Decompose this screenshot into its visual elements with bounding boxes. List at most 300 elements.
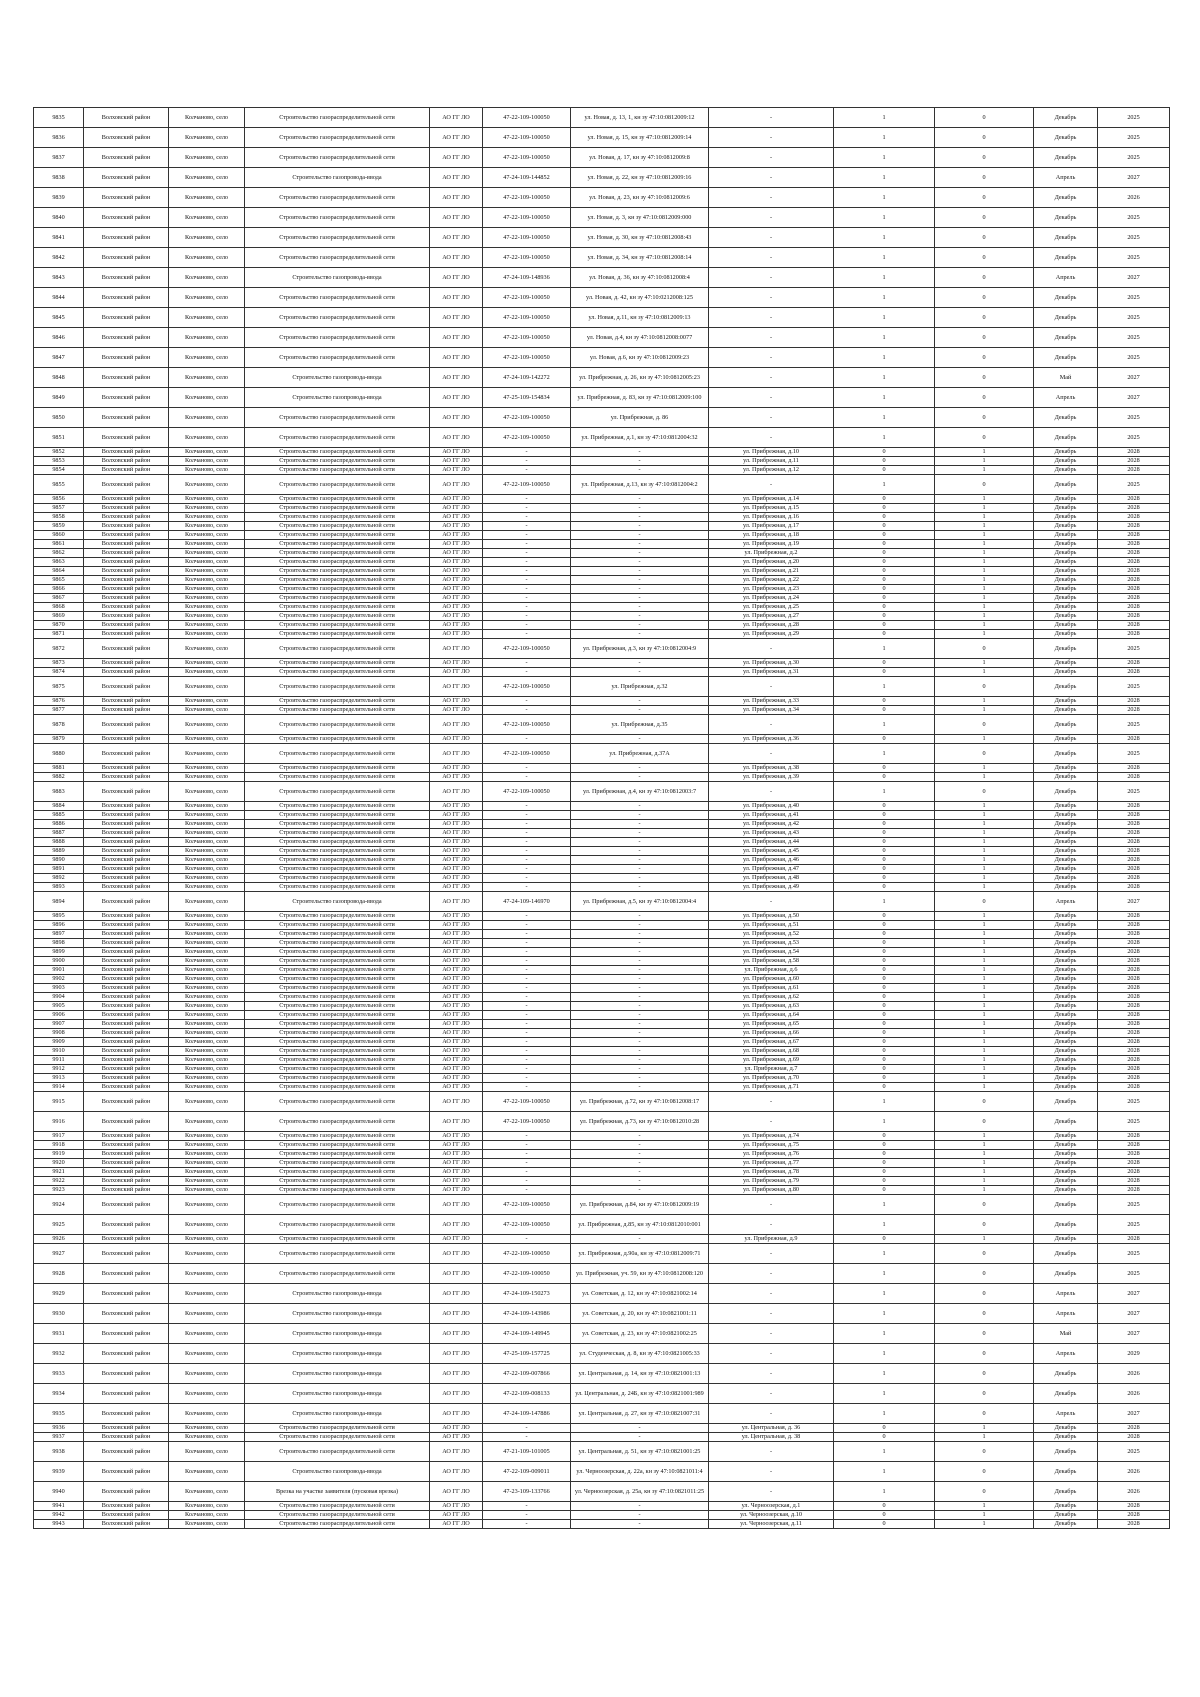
row-number: 9874: [34, 668, 84, 677]
target-address-cell: -: [571, 838, 709, 847]
program-id-cell: -: [483, 1047, 571, 1056]
row-number: 9854: [34, 466, 84, 475]
target-address-cell: ул. Новая, д. 15, кн зу 47:10:0812009:14: [571, 128, 709, 148]
year-cell: 2028: [1098, 865, 1170, 874]
settlement-cell: Колчаново, село: [169, 585, 245, 594]
district-cell: Волховский район: [84, 466, 169, 475]
program-id-cell: 47-22-109-009011: [483, 1462, 571, 1482]
target-address-cell: -: [571, 930, 709, 939]
network-address-cell: ул. Прибрежная, д.2: [709, 549, 834, 558]
table-row: [34, 208, 1170, 228]
program-id-cell: -: [483, 1177, 571, 1186]
organization-cell: АО ГГ ЛО: [430, 1177, 483, 1186]
district-cell: Волховский район: [84, 847, 169, 856]
program-id-cell: -: [483, 930, 571, 939]
district-cell: Волховский район: [84, 1462, 169, 1482]
district-cell: Волховский район: [84, 966, 169, 975]
month-cell: Декабрь: [1034, 1502, 1098, 1511]
settlement-cell: Колчаново, село: [169, 1215, 245, 1235]
count-a-cell: 1: [834, 677, 935, 697]
table-row: [34, 1020, 1170, 1029]
program-id-cell: -: [483, 1029, 571, 1038]
count-a-cell: 0: [834, 921, 935, 930]
count-b-cell: 0: [935, 1304, 1034, 1324]
count-a-cell: 0: [834, 1056, 935, 1065]
year-cell: 2025: [1098, 1244, 1170, 1264]
program-id-cell: 47-22-109-100050: [483, 308, 571, 328]
settlement-cell: Колчаново, село: [169, 802, 245, 811]
network-address-cell: ул. Прибрежная, д.53: [709, 939, 834, 948]
district-cell: Волховский район: [84, 1168, 169, 1177]
month-cell: Декабрь: [1034, 621, 1098, 630]
count-b-cell: 1: [935, 773, 1034, 782]
settlement-cell: Колчаново, село: [169, 475, 245, 495]
network-address-cell: -: [709, 268, 834, 288]
row-number: 9904: [34, 993, 84, 1002]
settlement-cell: Колчаново, село: [169, 308, 245, 328]
target-address-cell: -: [571, 585, 709, 594]
network-address-cell: -: [709, 1384, 834, 1404]
network-address-cell: -: [709, 248, 834, 268]
target-address-cell: ул. Новая, д. 30, кн зу 47:10:0812008:43: [571, 228, 709, 248]
count-b-cell: 0: [935, 1215, 1034, 1235]
district-cell: Волховский район: [84, 1482, 169, 1502]
table-row: [34, 1074, 1170, 1083]
network-address-cell: -: [709, 1244, 834, 1264]
table-row: [34, 1433, 1170, 1442]
year-cell: 2028: [1098, 957, 1170, 966]
month-cell: Декабрь: [1034, 1433, 1098, 1442]
row-number: 9887: [34, 829, 84, 838]
settlement-cell: Колчаново, село: [169, 773, 245, 782]
count-b-cell: 0: [935, 268, 1034, 288]
count-a-cell: 1: [834, 1304, 935, 1324]
settlement-cell: Колчаново, село: [169, 1038, 245, 1047]
district-cell: Волховский район: [84, 1177, 169, 1186]
network-address-cell: ул. Прибрежная, д.62: [709, 993, 834, 1002]
row-number: 9883: [34, 782, 84, 802]
work-type-cell: Строительство газораспределительной сети: [245, 697, 430, 706]
row-number: 9857: [34, 504, 84, 513]
organization-cell: АО ГГ ЛО: [430, 1047, 483, 1056]
year-cell: 2028: [1098, 457, 1170, 466]
row-number: 9940: [34, 1482, 84, 1502]
count-b-cell: 1: [935, 1520, 1034, 1529]
row-number: 9859: [34, 522, 84, 531]
month-cell: Декабрь: [1034, 1235, 1098, 1244]
settlement-cell: Колчаново, село: [169, 1324, 245, 1344]
district-cell: Волховский район: [84, 1195, 169, 1215]
network-address-cell: ул. Прибрежная, д.30: [709, 659, 834, 668]
row-number: 9895: [34, 912, 84, 921]
settlement-cell: Колчаново, село: [169, 1159, 245, 1168]
network-address-cell: ул. Прибрежная, д.17: [709, 522, 834, 531]
table-row: [34, 612, 1170, 621]
row-number: 9845: [34, 308, 84, 328]
count-a-cell: 0: [834, 1141, 935, 1150]
year-cell: 2028: [1098, 1235, 1170, 1244]
table-row: [34, 466, 1170, 475]
settlement-cell: Колчаново, село: [169, 1511, 245, 1520]
count-a-cell: 0: [834, 1150, 935, 1159]
row-number: 9860: [34, 531, 84, 540]
count-a-cell: 0: [834, 930, 935, 939]
table-row: [34, 1520, 1170, 1529]
count-a-cell: 0: [834, 558, 935, 567]
count-b-cell: 1: [935, 1424, 1034, 1433]
row-number: 9868: [34, 603, 84, 612]
settlement-cell: Колчаново, село: [169, 1011, 245, 1020]
organization-cell: АО ГГ ЛО: [430, 1284, 483, 1304]
district-cell: Волховский район: [84, 838, 169, 847]
settlement-cell: Колчаново, село: [169, 715, 245, 735]
network-address-cell: ул. Прибрежная, д.61: [709, 984, 834, 993]
program-id-cell: 47-24-109-143986: [483, 1304, 571, 1324]
year-cell: 2028: [1098, 1502, 1170, 1511]
settlement-cell: Колчаново, село: [169, 513, 245, 522]
settlement-cell: Колчаново, село: [169, 248, 245, 268]
count-a-cell: 0: [834, 1520, 935, 1529]
count-a-cell: 0: [834, 1002, 935, 1011]
program-id-cell: -: [483, 921, 571, 930]
organization-cell: АО ГГ ЛО: [430, 1424, 483, 1433]
month-cell: Декабрь: [1034, 1047, 1098, 1056]
table-row: [34, 1159, 1170, 1168]
row-number: 9896: [34, 921, 84, 930]
settlement-cell: Колчаново, село: [169, 764, 245, 773]
district-cell: Волховский район: [84, 567, 169, 576]
count-a-cell: 0: [834, 1132, 935, 1141]
month-cell: Декабрь: [1034, 939, 1098, 948]
network-address-cell: ул. Прибрежная, д.76: [709, 1150, 834, 1159]
month-cell: Декабрь: [1034, 603, 1098, 612]
network-address-cell: ул. Прибрежная, д.22: [709, 576, 834, 585]
work-type-cell: Строительство газораспределительной сети: [245, 1083, 430, 1092]
month-cell: Декабрь: [1034, 1020, 1098, 1029]
network-address-cell: ул. Центральная, д. 36: [709, 1424, 834, 1433]
table-row: [34, 883, 1170, 892]
program-id-cell: -: [483, 549, 571, 558]
table-row: [34, 697, 1170, 706]
table-row: [34, 939, 1170, 948]
program-id-cell: -: [483, 1038, 571, 1047]
month-cell: Декабрь: [1034, 408, 1098, 428]
organization-cell: АО ГГ ЛО: [430, 975, 483, 984]
network-address-cell: -: [709, 677, 834, 697]
work-type-cell: Строительство газораспределительной сети: [245, 1424, 430, 1433]
district-cell: Волховский район: [84, 782, 169, 802]
target-address-cell: ул. Прибрежная, уч. 59, кн зу 47:10:0812008:120: [571, 1264, 709, 1284]
year-cell: 2028: [1098, 659, 1170, 668]
target-address-cell: -: [571, 939, 709, 948]
network-address-cell: -: [709, 188, 834, 208]
network-address-cell: ул. Черноозерская, д.10: [709, 1511, 834, 1520]
settlement-cell: Колчаново, село: [169, 1150, 245, 1159]
target-address-cell: -: [571, 612, 709, 621]
row-number: 9892: [34, 874, 84, 883]
year-cell: 2028: [1098, 939, 1170, 948]
district-cell: Волховский район: [84, 1384, 169, 1404]
year-cell: 2028: [1098, 1047, 1170, 1056]
month-cell: Декабрь: [1034, 513, 1098, 522]
settlement-cell: Колчаново, село: [169, 1168, 245, 1177]
district-cell: Волховский район: [84, 1047, 169, 1056]
year-cell: 2025: [1098, 1442, 1170, 1462]
count-b-cell: 1: [935, 457, 1034, 466]
count-a-cell: 0: [834, 865, 935, 874]
count-a-cell: 0: [834, 1038, 935, 1047]
organization-cell: АО ГГ ЛО: [430, 288, 483, 308]
count-b-cell: 1: [935, 1002, 1034, 1011]
row-number: 9836: [34, 128, 84, 148]
work-type-cell: Строительство газораспределительной сети: [245, 865, 430, 874]
settlement-cell: Колчаново, село: [169, 1344, 245, 1364]
work-type-cell: Строительство газораспределительной сети: [245, 1244, 430, 1264]
row-number: 9918: [34, 1141, 84, 1150]
work-type-cell: Строительство газораспределительной сети: [245, 1047, 430, 1056]
network-address-cell: ул. Черноозерская, д.1: [709, 1502, 834, 1511]
network-address-cell: ул. Прибрежная, д.68: [709, 1047, 834, 1056]
month-cell: Декабрь: [1034, 428, 1098, 448]
network-address-cell: ул. Прибрежная, д.36: [709, 735, 834, 744]
year-cell: 2028: [1098, 1159, 1170, 1168]
row-number: 9865: [34, 576, 84, 585]
row-number: 9849: [34, 388, 84, 408]
target-address-cell: -: [571, 457, 709, 466]
gasification-schedule-table: [33, 107, 1170, 1529]
year-cell: 2027: [1098, 388, 1170, 408]
count-a-cell: 0: [834, 1168, 935, 1177]
network-address-cell: ул. Прибрежная, д.24: [709, 594, 834, 603]
settlement-cell: Колчаново, село: [169, 522, 245, 531]
organization-cell: АО ГГ ЛО: [430, 966, 483, 975]
district-cell: Волховский район: [84, 948, 169, 957]
year-cell: 2025: [1098, 328, 1170, 348]
row-number: 9925: [34, 1215, 84, 1235]
settlement-cell: Колчаново, село: [169, 148, 245, 168]
table-row: [34, 308, 1170, 328]
settlement-cell: Колчаново, село: [169, 1020, 245, 1029]
district-cell: Волховский район: [84, 1020, 169, 1029]
table-row: [34, 1482, 1170, 1502]
district-cell: Волховский район: [84, 856, 169, 865]
organization-cell: АО ГГ ЛО: [430, 1002, 483, 1011]
count-b-cell: 1: [935, 993, 1034, 1002]
row-number: 9922: [34, 1177, 84, 1186]
year-cell: 2028: [1098, 1424, 1170, 1433]
program-id-cell: 47-22-109-100050: [483, 475, 571, 495]
count-a-cell: 0: [834, 1235, 935, 1244]
count-b-cell: 1: [935, 668, 1034, 677]
organization-cell: АО ГГ ЛО: [430, 513, 483, 522]
organization-cell: АО ГГ ЛО: [430, 1404, 483, 1424]
program-id-cell: 47-22-109-100050: [483, 1244, 571, 1264]
settlement-cell: Колчаново, село: [169, 966, 245, 975]
organization-cell: АО ГГ ЛО: [430, 1324, 483, 1344]
program-id-cell: -: [483, 735, 571, 744]
work-type-cell: Строительство газораспределительной сети: [245, 744, 430, 764]
program-id-cell: -: [483, 1002, 571, 1011]
settlement-cell: Колчаново, село: [169, 1502, 245, 1511]
settlement-cell: Колчаново, село: [169, 984, 245, 993]
count-a-cell: 0: [834, 975, 935, 984]
row-number: 9936: [34, 1424, 84, 1433]
district-cell: Волховский район: [84, 1083, 169, 1092]
row-number: 9864: [34, 567, 84, 576]
work-type-cell: Строительство газораспределительной сети: [245, 594, 430, 603]
month-cell: Декабрь: [1034, 128, 1098, 148]
target-address-cell: -: [571, 1520, 709, 1529]
year-cell: 2028: [1098, 594, 1170, 603]
network-address-cell: ул. Прибрежная, д.46: [709, 856, 834, 865]
network-address-cell: ул. Прибрежная, д.16: [709, 513, 834, 522]
month-cell: Декабрь: [1034, 659, 1098, 668]
count-b-cell: 1: [935, 466, 1034, 475]
count-b-cell: 0: [935, 782, 1034, 802]
target-address-cell: -: [571, 1011, 709, 1020]
month-cell: Декабрь: [1034, 448, 1098, 457]
work-type-cell: Строительство газораспределительной сети: [245, 128, 430, 148]
network-address-cell: ул. Прибрежная, д.27: [709, 612, 834, 621]
program-id-cell: 47-22-109-100050: [483, 677, 571, 697]
month-cell: Декабрь: [1034, 228, 1098, 248]
month-cell: Декабрь: [1034, 1141, 1098, 1150]
program-id-cell: -: [483, 513, 571, 522]
count-b-cell: 1: [935, 659, 1034, 668]
target-address-cell: ул. Новая, д. 23, кн зу 47:10:0812009:6: [571, 188, 709, 208]
count-a-cell: 0: [834, 522, 935, 531]
organization-cell: АО ГГ ЛО: [430, 567, 483, 576]
target-address-cell: -: [571, 621, 709, 630]
count-a-cell: 1: [834, 428, 935, 448]
table-row: [34, 1384, 1170, 1404]
district-cell: Волховский район: [84, 1235, 169, 1244]
network-address-cell: -: [709, 1092, 834, 1112]
year-cell: 2028: [1098, 874, 1170, 883]
district-cell: Волховский район: [84, 1502, 169, 1511]
month-cell: Декабрь: [1034, 531, 1098, 540]
organization-cell: АО ГГ ЛО: [430, 328, 483, 348]
year-cell: 2028: [1098, 847, 1170, 856]
target-address-cell: -: [571, 802, 709, 811]
work-type-cell: Строительство газораспределительной сети: [245, 448, 430, 457]
table-row: [34, 820, 1170, 829]
table-row: [34, 1304, 1170, 1324]
target-address-cell: -: [571, 1056, 709, 1065]
settlement-cell: Колчаново, село: [169, 1047, 245, 1056]
work-type-cell: Строительство газораспределительной сети: [245, 921, 430, 930]
count-a-cell: 0: [834, 829, 935, 838]
district-cell: Волховский район: [84, 1324, 169, 1344]
program-id-cell: -: [483, 984, 571, 993]
count-a-cell: 1: [834, 892, 935, 912]
row-number: 9939: [34, 1462, 84, 1482]
year-cell: 2025: [1098, 148, 1170, 168]
program-id-cell: -: [483, 829, 571, 838]
work-type-cell: Строительство газораспределительной сети: [245, 612, 430, 621]
target-address-cell: ул. Новая, д.11, кн зу 47:10:0812009:13: [571, 308, 709, 328]
row-number: 9861: [34, 540, 84, 549]
row-number: 9878: [34, 715, 84, 735]
district-cell: Волховский район: [84, 513, 169, 522]
count-a-cell: 1: [834, 108, 935, 128]
settlement-cell: Колчаново, село: [169, 466, 245, 475]
target-address-cell: -: [571, 1047, 709, 1056]
program-id-cell: 47-24-109-147886: [483, 1404, 571, 1424]
network-address-cell: -: [709, 308, 834, 328]
count-b-cell: 1: [935, 865, 1034, 874]
table-row: [34, 328, 1170, 348]
month-cell: Декабрь: [1034, 1364, 1098, 1384]
settlement-cell: Колчаново, село: [169, 1264, 245, 1284]
count-b-cell: 1: [935, 697, 1034, 706]
settlement-cell: Колчаново, село: [169, 504, 245, 513]
organization-cell: АО ГГ ЛО: [430, 1011, 483, 1020]
month-cell: Декабрь: [1034, 856, 1098, 865]
organization-cell: АО ГГ ЛО: [430, 957, 483, 966]
month-cell: Декабрь: [1034, 1520, 1098, 1529]
row-number: 9871: [34, 630, 84, 639]
row-number: 9910: [34, 1047, 84, 1056]
month-cell: Декабрь: [1034, 829, 1098, 838]
month-cell: Декабрь: [1034, 1384, 1098, 1404]
organization-cell: АО ГГ ЛО: [430, 883, 483, 892]
row-number: 9881: [34, 764, 84, 773]
organization-cell: АО ГГ ЛО: [430, 368, 483, 388]
work-type-cell: Строительство газораспределительной сети: [245, 802, 430, 811]
month-cell: Декабрь: [1034, 865, 1098, 874]
organization-cell: АО ГГ ЛО: [430, 1235, 483, 1244]
count-a-cell: 0: [834, 448, 935, 457]
program-id-cell: -: [483, 1159, 571, 1168]
program-id-cell: 47-22-109-100050: [483, 1215, 571, 1235]
count-a-cell: 0: [834, 957, 935, 966]
program-id-cell: -: [483, 531, 571, 540]
count-b-cell: 0: [935, 308, 1034, 328]
target-address-cell: ул. Новая, д. 17, кн зу 47:10:0812009:8: [571, 148, 709, 168]
year-cell: 2028: [1098, 764, 1170, 773]
table-row: [34, 782, 1170, 802]
network-address-cell: ул. Прибрежная, д.18: [709, 531, 834, 540]
work-type-cell: Строительство газораспределительной сети: [245, 1433, 430, 1442]
count-a-cell: 0: [834, 621, 935, 630]
organization-cell: АО ГГ ЛО: [430, 1433, 483, 1442]
count-a-cell: 0: [834, 1020, 935, 1029]
organization-cell: АО ГГ ЛО: [430, 549, 483, 558]
count-b-cell: 1: [935, 957, 1034, 966]
target-address-cell: -: [571, 820, 709, 829]
district-cell: Волховский район: [84, 1304, 169, 1324]
count-b-cell: 0: [935, 428, 1034, 448]
year-cell: 2025: [1098, 715, 1170, 735]
organization-cell: АО ГГ ЛО: [430, 168, 483, 188]
count-b-cell: 0: [935, 1112, 1034, 1132]
network-address-cell: ул. Прибрежная, д.33: [709, 697, 834, 706]
target-address-cell: ул. Новая, д.6, кн зу 47:10:0812009:23: [571, 348, 709, 368]
program-id-cell: -: [483, 912, 571, 921]
row-number: 9841: [34, 228, 84, 248]
district-cell: Волховский район: [84, 621, 169, 630]
program-id-cell: -: [483, 630, 571, 639]
month-cell: Апрель: [1034, 1344, 1098, 1364]
count-a-cell: 1: [834, 248, 935, 268]
month-cell: Декабрь: [1034, 782, 1098, 802]
table-row: [34, 1112, 1170, 1132]
network-address-cell: ул. Прибрежная, д.40: [709, 802, 834, 811]
row-number: 9884: [34, 802, 84, 811]
district-cell: Волховский район: [84, 883, 169, 892]
district-cell: Волховский район: [84, 248, 169, 268]
